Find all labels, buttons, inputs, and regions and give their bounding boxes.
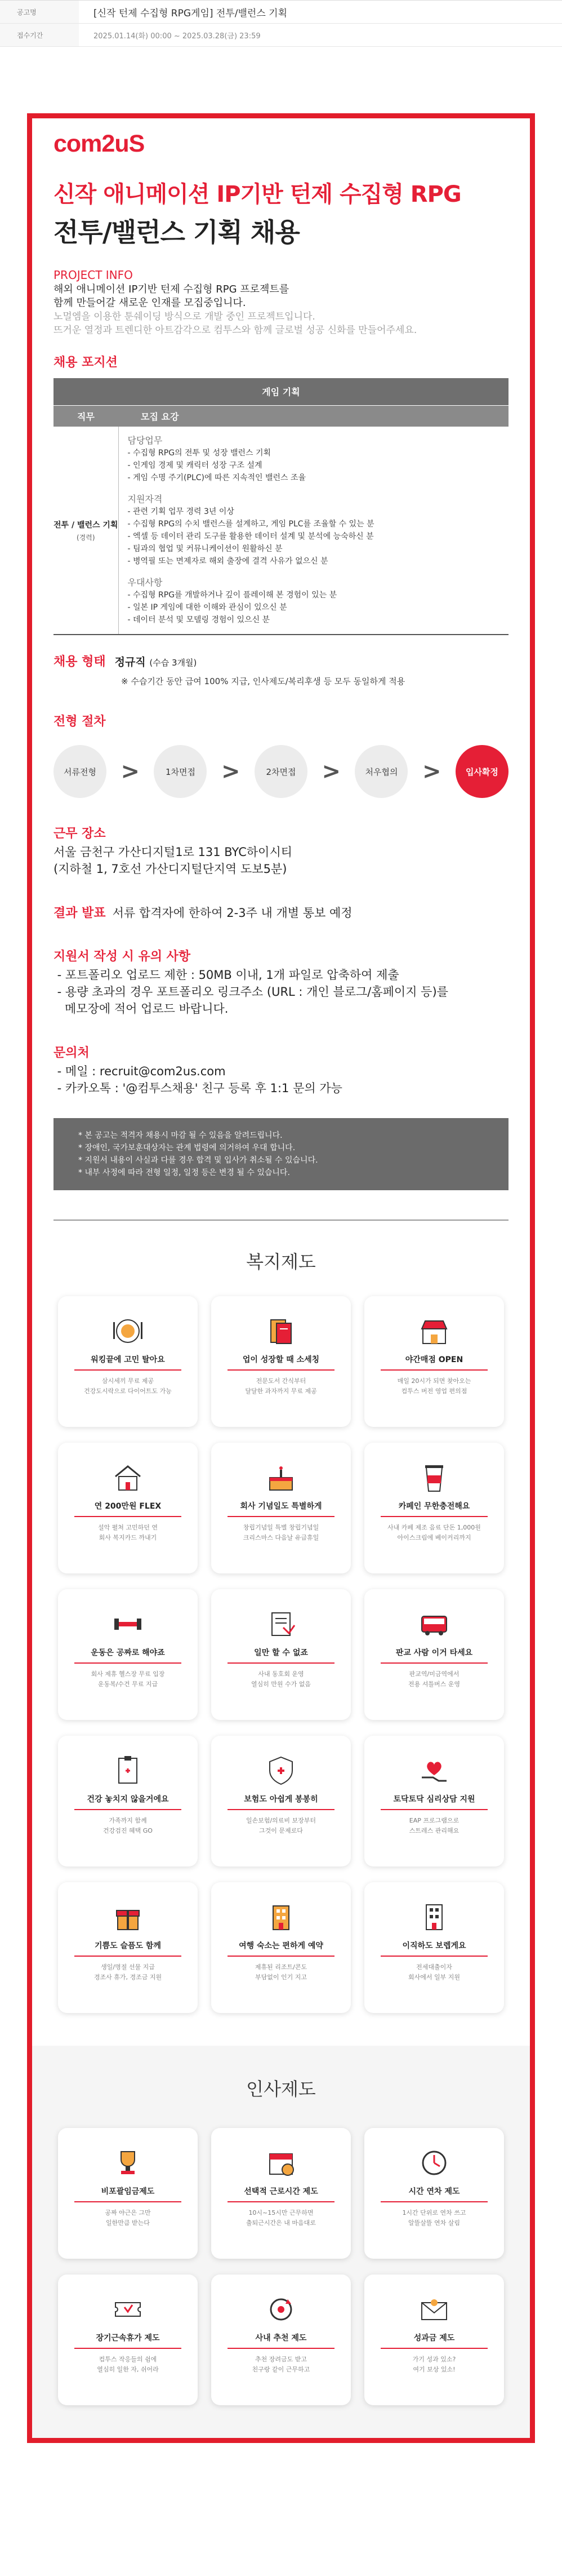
- benefit-divider: [228, 1516, 334, 1517]
- benefit-desc-line: 추천 장려금도 받고: [255, 2356, 307, 2363]
- benefit-desc-line: 1시간 단위로 연차 쓰고: [402, 2209, 466, 2216]
- notice-line: * 본 공고는 적격자 채용시 마감 될 수 있음을 알려드립니다.: [78, 1131, 283, 1140]
- project-info-text: 노멀엠을 이용한 툰쉐이딩 방식으로 개발 중인 프로젝트입니다.: [53, 311, 315, 322]
- benefit-card: [58, 1736, 198, 1866]
- shield-icon: [263, 1753, 299, 1789]
- arrow-icon: >: [221, 759, 240, 784]
- process-steps: [53, 745, 509, 798]
- heart-hand-icon: [416, 1753, 452, 1789]
- notice-box: [53, 1118, 509, 1190]
- role-cell: [53, 427, 118, 635]
- req-item: - 인게임 경제 및 캐릭터 성장 구조 설계: [127, 461, 262, 470]
- benefit-divider: [381, 1516, 488, 1517]
- benefit-desc-line: 삼시세끼 무료 제공: [101, 1377, 154, 1385]
- benefit-desc-line: 일손보험/의료비 보장부터: [246, 1817, 316, 1824]
- benefit-divider: [74, 1956, 181, 1957]
- benefit-divider: [381, 1369, 488, 1371]
- benefit-title: 시간 연차 제도: [408, 2187, 460, 2196]
- mail-icon: [416, 2291, 452, 2327]
- process-step: 1차면접: [154, 745, 207, 798]
- ticket-icon: [110, 2291, 146, 2327]
- benefit-desc-line: 부담없이 인기 지고: [255, 1974, 307, 1981]
- col-role: 직무: [53, 405, 118, 427]
- req-item: - 게임 수명 주기(PLC)에 따른 지속적인 밸런스 조율: [127, 473, 306, 482]
- benefit-desc-line: 사내 카페 제조 음료 단돈 1,000원: [387, 1524, 481, 1531]
- req-group: [128, 434, 509, 484]
- house-icon: [110, 1460, 146, 1496]
- benefit-card: [211, 1296, 351, 1427]
- benefit-desc-line: 여기 보상 있소!: [413, 2366, 456, 2373]
- project-info-label: PROJECT INFO: [53, 268, 133, 282]
- headline-line2: 전투/밸런스 기획 채용: [53, 217, 300, 247]
- bus-icon: [416, 1606, 452, 1642]
- dumbbell-icon: [110, 1606, 146, 1642]
- benefit-divider: [228, 2201, 334, 2202]
- benefit-card: [211, 1589, 351, 1720]
- role-name: 전투 / 밸런스 기획: [53, 520, 118, 530]
- benefit-desc: [245, 1376, 316, 1396]
- benefit-desc-line: 전용 셔틀버스 운영: [408, 1681, 460, 1688]
- benefit-divider: [228, 2348, 334, 2349]
- benefit-card: [58, 1296, 198, 1427]
- benefit-desc: [84, 1376, 172, 1396]
- benefit-title: 야간매점 OPEN: [405, 1355, 463, 1364]
- benefit-desc-line: 건강도시락으로 다이어트도 가능: [84, 1387, 172, 1395]
- contact-line: - 카카오톡 : '@컴투스채용' 친구 등록 후 1:1 문의 가능: [53, 1081, 342, 1095]
- benefit-desc-line: 가기 성과 있소?: [412, 2356, 456, 2363]
- benefit-desc-line: 회사에서 일부 지원: [408, 1974, 460, 1981]
- req-item: - 수집형 RPG의 전투 및 성장 밸런스 기획: [127, 449, 271, 458]
- benefit-desc-line: 운동복/수건 무료 지급: [97, 1681, 158, 1688]
- location-line: (지하철 1, 7호선 가산디지털단지역 도보5분): [53, 862, 287, 876]
- process-step: 입사확정: [456, 745, 509, 798]
- project-info: [53, 268, 509, 337]
- meta-value: 2025.01.14(화) 00:00 ~ 2025.03.28(금) 23:59: [93, 32, 261, 41]
- benefit-desc-line: 일한만큼 받는다: [106, 2219, 150, 2227]
- headline-line1: 신작 애니메이션 IP기반 턴제 수집형 RPG: [53, 181, 461, 207]
- notes-label: 지원서 작성 시 유의 사항: [53, 950, 191, 964]
- benefit-divider: [74, 1809, 181, 1810]
- req-item: - 병역필 또는 면제자로 해외 출장에 결격 사유가 없으신 분: [127, 557, 328, 566]
- benefit-title: 성과금 제도: [413, 2334, 455, 2343]
- benefit-title: 워킹끝에 고민 탈아요: [91, 1355, 165, 1364]
- notes-line: 메모장에 적어 업로드 바랍니다.: [53, 1002, 229, 1016]
- benefit-desc-line: 전문도서 간식부터: [256, 1377, 306, 1385]
- benefit-title: 토닥토닥 심리상담 지원: [393, 1795, 475, 1804]
- benefit-desc: [409, 1816, 460, 1836]
- cake-icon: [263, 1460, 299, 1496]
- hotel-icon: [263, 1899, 299, 1935]
- project-info-text: 뜨거운 열정과 트렌디한 아트감각으로 컴투스와 함께 글로벌 성공 신화를 만들어주세요.: [53, 325, 417, 336]
- benefit-divider: [228, 1662, 334, 1664]
- req-group-title: 우대사항: [127, 577, 163, 588]
- benefit-desc-line: 사내 동호회 운영: [258, 1670, 304, 1678]
- employment-value: 정규직: [114, 656, 146, 668]
- benefit-divider: [228, 1956, 334, 1957]
- benefit-desc-line: 스트레스 관리해요: [409, 1827, 460, 1834]
- benefit-title: 연 200만원 FLEX: [94, 1502, 162, 1511]
- benefit-desc: [413, 2355, 456, 2375]
- com2us-logo: com2uS: [53, 130, 145, 157]
- benefit-divider: [381, 1662, 488, 1664]
- req-item: - 팀과의 협업 및 커뮤니케이션이 원활하신 분: [127, 544, 283, 553]
- benefit-desc: [94, 1962, 162, 1983]
- announce-label: 결과 발표: [53, 906, 106, 920]
- doc-icon: [263, 1606, 299, 1642]
- process-label: 전형 절차: [53, 715, 106, 729]
- benefit-desc: [97, 2355, 159, 2375]
- benefit-title: 장기근속휴가 제도: [96, 2334, 160, 2343]
- calendar-icon: [263, 2145, 299, 2181]
- benefit-title: 판교 사람 이거 타세요: [395, 1648, 473, 1657]
- trophy-icon: [110, 2145, 146, 2181]
- benefit-desc-line: 열심히 일한 자, 쉬어라: [97, 2366, 159, 2373]
- benefit-card: [364, 1882, 504, 2013]
- benefit-desc-line: 생일/명절 선물 지급: [101, 1963, 155, 1971]
- benefit-desc-line: 매일 20시가 되면 찾아오는: [397, 1377, 471, 1385]
- notice-line: * 내부 사정에 따라 전형 일정, 일정 등은 변경 될 수 있습니다.: [78, 1168, 290, 1177]
- benefit-title: 건강 놓치지 않을거에요: [87, 1795, 169, 1804]
- benefit-divider: [74, 1369, 181, 1371]
- benefit-divider: [74, 2348, 181, 2349]
- meta-key: 접수기간: [0, 24, 79, 46]
- benefit-desc-line: 아이스크림에 베이커리까지: [397, 1534, 471, 1541]
- benefit-title: 일만 할 수 없죠: [254, 1648, 308, 1657]
- contact-label: 문의처: [53, 1046, 90, 1060]
- shop-icon: [416, 1313, 452, 1349]
- benefit-desc-line: 설악 펼쳐 고민하던 연: [97, 1524, 158, 1531]
- benefit-title: 선택적 근로시간 제도: [244, 2187, 318, 2196]
- clock-icon: [416, 2145, 452, 2181]
- arrow-icon: >: [422, 759, 441, 784]
- benefit-desc: [246, 2208, 316, 2228]
- benefit-card: [364, 2128, 504, 2259]
- benefit-desc-line: 창립기념일 특별 창립기념일: [243, 1524, 319, 1531]
- benefit-title: 업이 성장할 때 소세칭: [242, 1355, 320, 1364]
- hr-grid: [32, 2128, 530, 2405]
- benefit-desc-line: 크리스마스 다음날 유급휴일: [243, 1534, 319, 1541]
- req-group: [128, 493, 509, 567]
- benefit-desc-line: 제휴된 리조트/콘도: [255, 1963, 307, 1971]
- benefit-desc-line: 알뜰살뜰 연차 살림: [408, 2219, 460, 2227]
- benefit-desc-line: 전세대출이자: [416, 1963, 452, 1971]
- benefit-desc: [246, 1816, 316, 1836]
- benefit-desc: [98, 1523, 158, 1543]
- benefit-desc-line: EAP 프로그램으로: [409, 1817, 460, 1824]
- project-info-text: 함께 만들어갈 새로운 인재를 모집중입니다.: [53, 297, 246, 309]
- benefit-title: 기쁨도 슬픔도 함께: [95, 1941, 161, 1950]
- benefit-divider: [228, 1809, 334, 1810]
- benefit-title: 카페인 무한충전해요: [398, 1502, 470, 1511]
- process-step: 서류전형: [53, 745, 106, 798]
- benefit-title: 회사 기념일도 특별하게: [240, 1502, 322, 1511]
- benefit-divider: [381, 2348, 488, 2349]
- req-group: [128, 577, 509, 626]
- benefit-title: 운동은 공짜로 해야죠: [91, 1648, 165, 1657]
- benefit-desc-line: 컴투스 버전 영업 편의점: [401, 1387, 467, 1395]
- benefit-card: [364, 2274, 504, 2405]
- benefit-title: 사내 추천 제도: [255, 2334, 307, 2343]
- benefit-divider: [74, 2201, 181, 2202]
- benefit-card: [364, 1296, 504, 1427]
- req-item: - 일본 IP 게임에 대한 이해와 관심이 있으신 분: [127, 603, 287, 612]
- req-item: - 관련 기획 업무 경력 3년 이상: [127, 507, 234, 516]
- req-item: - 데이터 분석 및 모델링 경험이 있으신 분: [127, 615, 270, 624]
- meta-row: [0, 24, 562, 47]
- book-icon: [263, 1313, 299, 1349]
- benefit-desc-line: 열심히 만원 수가 없음: [251, 1681, 311, 1688]
- req-item: - 엑셀 등 데이터 관리 도구를 활용한 데이터 설계 및 분석에 능숙하신 분: [127, 532, 374, 541]
- arrow-icon: >: [322, 759, 341, 784]
- benefit-divider: [381, 1956, 488, 1957]
- benefit-desc-line: 판교역/미금역에서: [409, 1670, 460, 1678]
- benefit-card: [58, 1443, 198, 1573]
- benefit-title: 비포괄임금제도: [101, 2187, 155, 2196]
- hr-section: [32, 2046, 530, 2438]
- benefit-card: [364, 1736, 504, 1866]
- role-sub: (경력): [76, 533, 95, 542]
- building-icon: [416, 1899, 452, 1935]
- meta-value: [신작 턴제 수집형 RPG게임] 전투/밸런스 기획: [93, 7, 287, 19]
- announce-value: 서류 합격자에 한하여 2-3주 내 개별 통보 예정: [112, 906, 353, 920]
- req-cell: [118, 427, 509, 635]
- table-title: 게임 기획: [53, 378, 509, 405]
- benefit-card: [211, 1882, 351, 2013]
- benefit-desc: [408, 1669, 460, 1690]
- benefit-desc-line: 회사 제휴 헬스장 무료 입장: [91, 1670, 165, 1678]
- position-table: [53, 378, 509, 635]
- benefit-desc: [91, 1669, 165, 1690]
- welfare-grid: [53, 1296, 509, 2013]
- benefit-desc-line: 그것이 문제로다: [259, 1827, 303, 1834]
- benefit-desc-line: 건강검진 혜택 GO: [103, 1827, 153, 1834]
- meal-icon: [110, 1313, 146, 1349]
- benefit-card: [58, 1589, 198, 1720]
- col-req: 모집 요강: [118, 405, 509, 427]
- req-group-title: 담당업무: [127, 435, 163, 446]
- benefit-desc-line: 달달한 과자까지 무료 제공: [245, 1387, 317, 1395]
- location-line: 서울 금천구 가산디지털1로 131 BYC하이시티: [53, 845, 293, 859]
- benefit-desc-line: 가족까지 함께: [109, 1817, 147, 1824]
- arrow-icon: >: [121, 759, 140, 784]
- benefit-card: [58, 1882, 198, 2013]
- position-title: 채용 포지션: [53, 356, 118, 370]
- benefit-desc: [251, 1669, 311, 1690]
- process-step: 처우협의: [355, 745, 408, 798]
- benefit-title: 여행 숙소는 편하게 예약: [239, 1941, 323, 1950]
- benefit-card: [211, 1736, 351, 1866]
- benefit-card: [211, 2128, 351, 2259]
- benefit-card: [58, 2128, 198, 2259]
- benefit-desc: [103, 1816, 153, 1836]
- benefit-desc-line: 친구랑 같이 근무하고: [252, 2366, 310, 2373]
- benefit-divider: [381, 2201, 488, 2202]
- benefit-card: [364, 1589, 504, 1720]
- contact-line: - 메일 : recruit@com2us.com: [53, 1065, 226, 1078]
- req-item: - 수집형 RPG의 수치 밸런스를 설계하고, 게임 PLC를 조율할 수 있는 분: [127, 520, 374, 529]
- benefit-desc: [408, 1962, 460, 1983]
- benefit-card: [211, 1443, 351, 1573]
- benefit-desc-line: 컴투스 작응들의 쉼에: [99, 2356, 157, 2363]
- location-label: 근무 장소: [53, 827, 106, 841]
- meta-table: [0, 0, 562, 47]
- job-posting-frame: [27, 113, 535, 2443]
- welfare-title: 복지제도: [246, 1251, 316, 1273]
- employment-label: 채용 형태: [53, 655, 106, 669]
- benefit-desc: [255, 1962, 307, 1983]
- gift-icon: [110, 1899, 146, 1935]
- rotate-icon: [263, 2291, 299, 2327]
- benefit-desc: [252, 2355, 310, 2375]
- checkup-icon: [110, 1753, 146, 1789]
- benefit-desc-line: 10시~15시만 근무하면: [248, 2209, 314, 2216]
- benefit-divider: [74, 1662, 181, 1664]
- benefit-desc: [402, 2208, 466, 2228]
- meta-row: [0, 1, 562, 24]
- benefit-desc: [398, 1376, 471, 1396]
- benefit-card: [364, 1443, 504, 1573]
- divider: [53, 1220, 509, 1221]
- meta-key: 공고명: [0, 1, 79, 23]
- process-step: 2차면접: [255, 745, 307, 798]
- benefit-desc-line: 경조사 휴가, 경조금 지원: [93, 1974, 162, 1981]
- benefit-divider: [381, 1809, 488, 1810]
- benefit-desc-line: 공짜 야근은 그만: [105, 2209, 151, 2216]
- benefit-card: [211, 2274, 351, 2405]
- req-group-title: 지원자격: [127, 494, 163, 504]
- benefit-title: 이직하도 보렙게요: [402, 1941, 466, 1950]
- notes-line: - 포트폴리오 업로드 제한 : 50MB 이내, 1개 파일로 압축하여 제출: [53, 968, 399, 982]
- benefit-desc-line: 출퇴근시간은 내 마음대로: [246, 2219, 316, 2227]
- benefit-desc: [387, 1523, 481, 1543]
- benefit-desc: [243, 1523, 319, 1543]
- benefit-divider: [74, 1516, 181, 1517]
- notes-line: - 용량 초과의 경우 포트폴리오 링크주소 (URL : 개인 블로그/홈페이지 등)를: [53, 985, 448, 999]
- benefit-divider: [228, 1369, 334, 1371]
- employment-note: ※ 수습기간 동안 급여 100% 지급, 인사제도/복리후생 등 모두 동일하게 적용: [121, 676, 405, 686]
- req-item: - 수집형 RPG를 개발하거나 깊이 플레이해 본 경험이 있는 분: [127, 591, 337, 600]
- benefit-card: [58, 2274, 198, 2405]
- notice-line: * 지원서 내용이 사실과 다를 경우 합격 및 입사가 취소될 수 있습니다.: [78, 1156, 318, 1165]
- coffee-icon: [416, 1460, 452, 1496]
- hr-title: 인사제도: [246, 2078, 316, 2100]
- benefit-desc-line: 회사 복지카드 까내기: [99, 1534, 157, 1541]
- notice-line: * 장애인, 국가보훈대상자는 관계 법령에 의거하여 우대 합니다.: [78, 1143, 296, 1152]
- benefit-title: 보험도 아쉽게 봉봉히: [244, 1795, 318, 1804]
- employment: [53, 652, 509, 687]
- project-info-text: 해외 애니메이션 IP기반 턴제 수집형 RPG 프로젝트를: [53, 283, 289, 295]
- benefit-desc: [105, 2208, 150, 2228]
- employment-sub: (수습 3개월): [149, 658, 197, 668]
